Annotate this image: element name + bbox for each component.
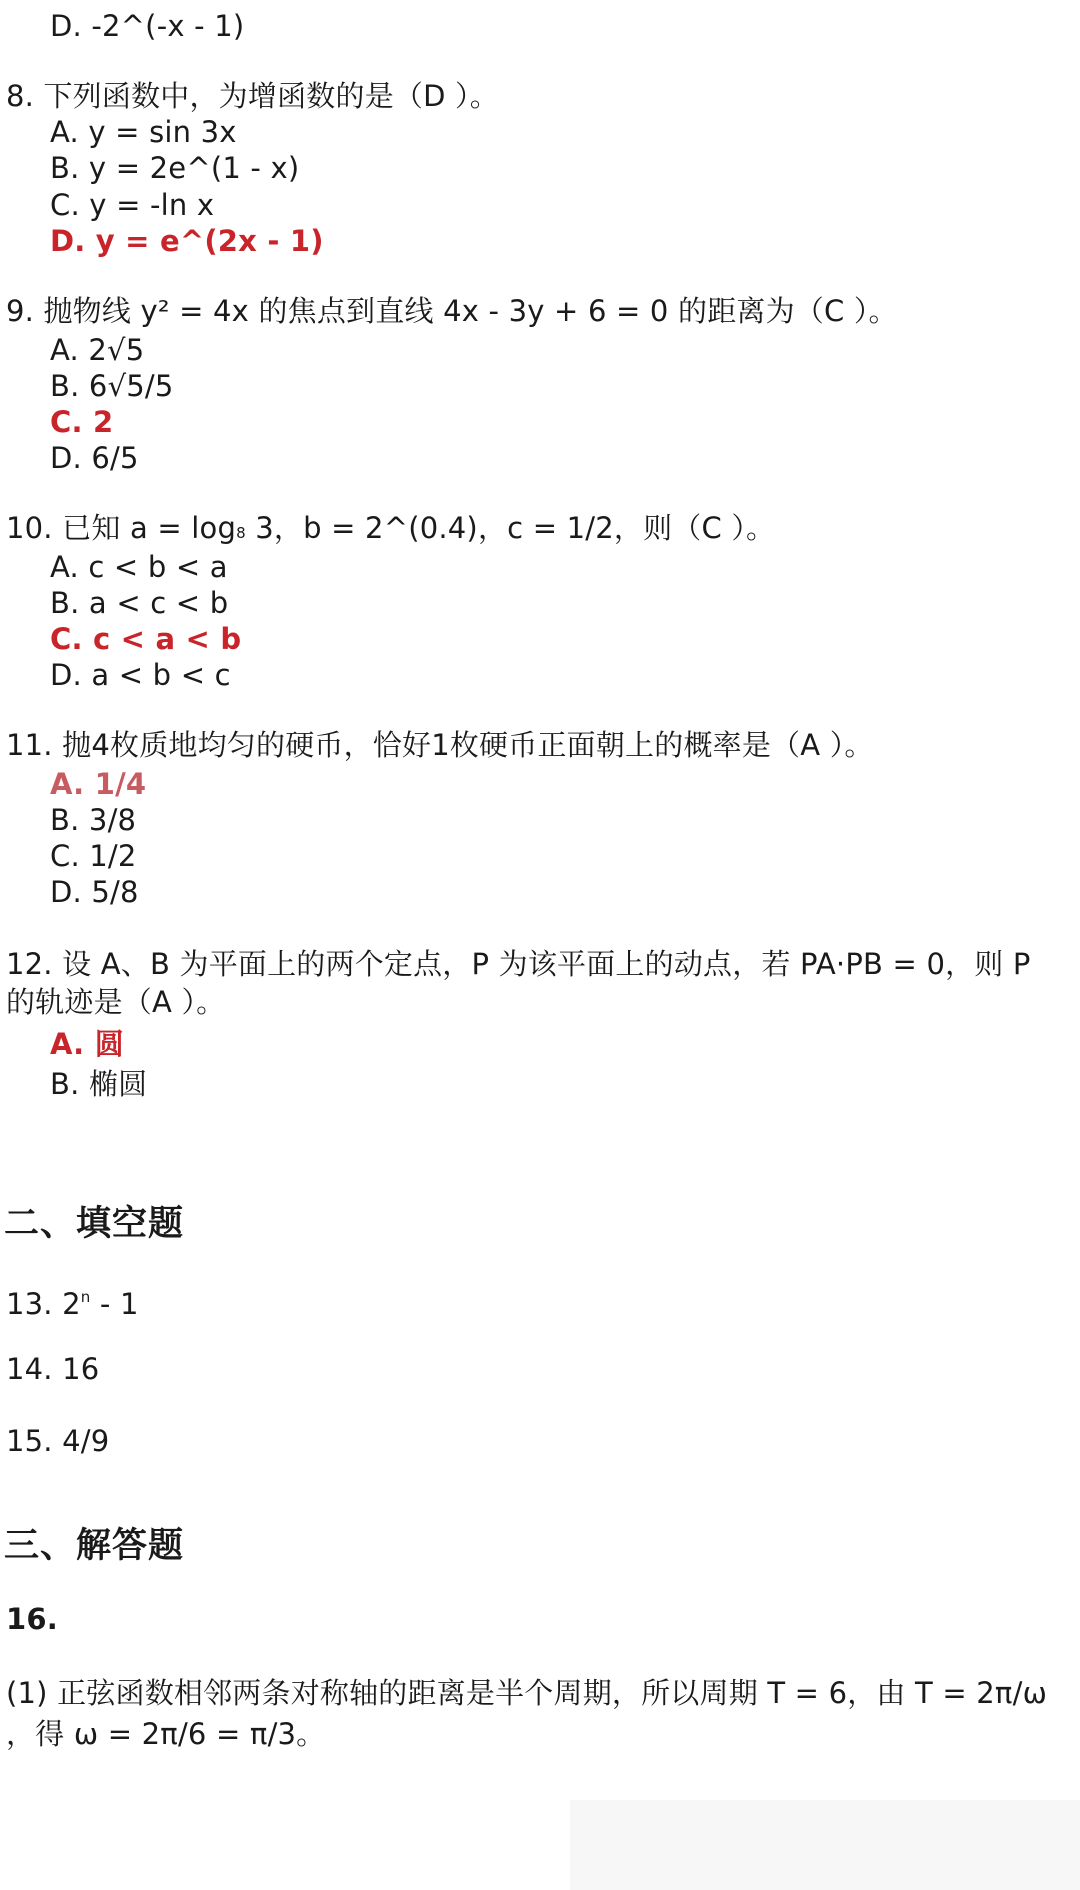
q9-option-a: A. 2√5 bbox=[50, 333, 145, 367]
q10-log-base: 8 bbox=[236, 524, 246, 542]
q12-stem-line1: 12. 设 A、B 为平面上的两个定点，P 为该平面上的动点，若 PA·PB = 0，则 P bbox=[6, 947, 1031, 981]
answer-15: 15. 4/9 bbox=[6, 1424, 110, 1458]
question-16-label: 16. bbox=[6, 1602, 58, 1636]
q9-option-c-answer: C. 2 bbox=[50, 405, 114, 439]
q12-option-b: B. 椭圆 bbox=[50, 1067, 148, 1101]
section-solution-title: 三、解答题 bbox=[4, 1526, 185, 1566]
q8-option-d-answer: D. y = e^(2x - 1) bbox=[50, 224, 324, 258]
q8-option-a: A. y = sin 3x bbox=[50, 115, 237, 149]
q16-part1-line1: (1) 正弦函数相邻两条对称轴的距离是半个周期，所以周期 T = 6，由 T = 2π/ω bbox=[6, 1676, 1048, 1710]
q11-option-a-answer: A. 1/4 bbox=[50, 767, 147, 801]
section-fill-in-title: 二、填空题 bbox=[4, 1204, 185, 1244]
q8-option-c: C. y = -ln x bbox=[50, 188, 215, 222]
q9-option-b: B. 6√5/5 bbox=[50, 369, 174, 403]
q11-option-d: D. 5/8 bbox=[50, 875, 139, 909]
q12-option-a-answer: A. 圆 bbox=[50, 1027, 124, 1061]
q8-option-b: B. y = 2e^(1 - x) bbox=[50, 151, 300, 185]
answer-13-tail: - 1 bbox=[90, 1287, 139, 1321]
answer-13-base: 13. 2 bbox=[6, 1287, 81, 1321]
answer-14: 14. 16 bbox=[6, 1352, 100, 1386]
q10-option-d: D. a < b < c bbox=[50, 658, 231, 692]
q7-option-d: D. -2^(-x - 1) bbox=[50, 9, 245, 43]
q11-option-b: B. 3/8 bbox=[50, 803, 137, 837]
q10-option-a: A. c < b < a bbox=[50, 550, 228, 584]
q8-stem: 8. 下列函数中，为增函数的是（D ）。 bbox=[6, 79, 499, 113]
answer-13 bbox=[6, 1279, 139, 1322]
q10-option-c-answer: C. c < a < b bbox=[50, 622, 242, 656]
q16-part1-line2: ，得 ω = 2π/6 = π/3。 bbox=[6, 1717, 326, 1751]
q11-stem: 11. 抛4枚质地均匀的硬币，恰好1枚硬币正面朝上的概率是（A ）。 bbox=[6, 728, 874, 762]
q11-option-c: C. 1/2 bbox=[50, 839, 137, 873]
q10-stem-start: 10. 已知 a = log bbox=[6, 511, 237, 545]
q9-stem: 9. 抛物线 y² = 4x 的焦点到直线 4x - 3y + 6 = 0 的距离为（C ）。 bbox=[6, 294, 898, 328]
q10-stem bbox=[6, 510, 775, 551]
q10-option-b: B. a < c < b bbox=[50, 586, 229, 620]
q12-stem-line2: 的轨迹是（A ）。 bbox=[6, 985, 226, 1019]
q9-option-d: D. 6/5 bbox=[50, 441, 139, 475]
bottom-shade bbox=[570, 1800, 1080, 1890]
q10-stem-end: 3，b = 2^(0.4)，c = 1/2，则（C ）。 bbox=[245, 511, 776, 545]
answer-13-exponent: n bbox=[80, 1288, 91, 1306]
